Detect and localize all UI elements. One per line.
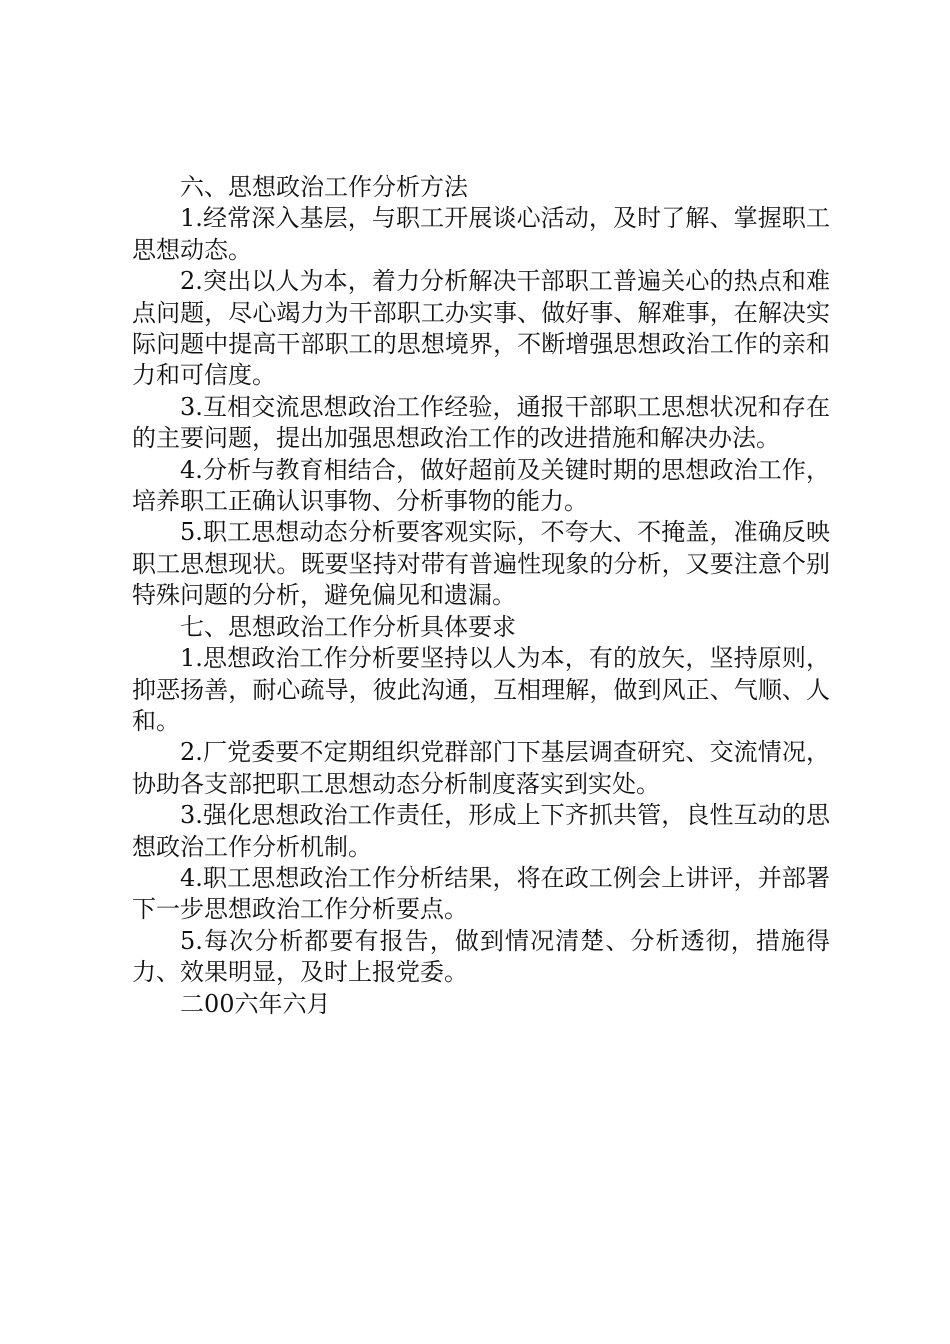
document-page [132, 172, 830, 1020]
paragraph: 5.职工思想动态分析要客观实际，不夸大、不掩盖，准确反映职工思想现状。既要坚持对带有普遍性现象的分析，又要注意个别特殊问题的分析，避免偏见和遗漏。 [132, 518, 830, 610]
section-heading-six: 六、思想政治工作分析方法 [180, 173, 468, 201]
paragraph: 5.每次分析都要有报告，做到情况清楚、分析透彻，措施得力、效果明显，及时上报党委。 [132, 926, 830, 987]
paragraph: 1.经常深入基层，与职工开展谈心活动，及时了解、掌握职工思想动态。 [132, 204, 830, 264]
paragraph: 4.职工思想政治工作分析结果，将在政工例会上讲评，并部署下一步思想政治工作分析要点。 [132, 863, 830, 924]
paragraph: 2.突出以人为本，着力分析解决干部职工普遍关心的热点和难点问题，尽心竭力为干部职工办实事、做好事、解难事，在解决实际问题中提高干部职工的思想境界，不断增强思想政治工作的亲和力和可信度。 [132, 267, 830, 390]
paragraph: 3.强化思想政治工作责任，形成上下齐抓共管，良性互动的思想政治工作分析机制。 [132, 801, 830, 861]
document-date: 二00六年六月 [180, 989, 331, 1018]
paragraph: 4.分析与教育相结合，做好超前及关键时期的思想政治工作，培养职工正确认识事物、分析事物的能力。 [132, 455, 830, 516]
paragraph: 2.厂党委要不定期组织党群部门下基层调查研究、交流情况，协助各支部把职工思想动态分析制度落实到实处。 [132, 738, 830, 798]
section-heading-seven: 七、思想政治工作分析具体要求 [180, 612, 516, 641]
paragraph: 1.思想政治工作分析要坚持以人为本，有的放矢，坚持原则，抑恶扬善，耐心疏导，彼此沟通，互相理解，做到风正、气顺、人和。 [132, 644, 830, 735]
paragraph: 3.互相交流思想政治工作经验，通报干部职工思想状况和存在的主要问题，提出加强思想政治工作的改进措施和解决办法。 [132, 392, 830, 453]
